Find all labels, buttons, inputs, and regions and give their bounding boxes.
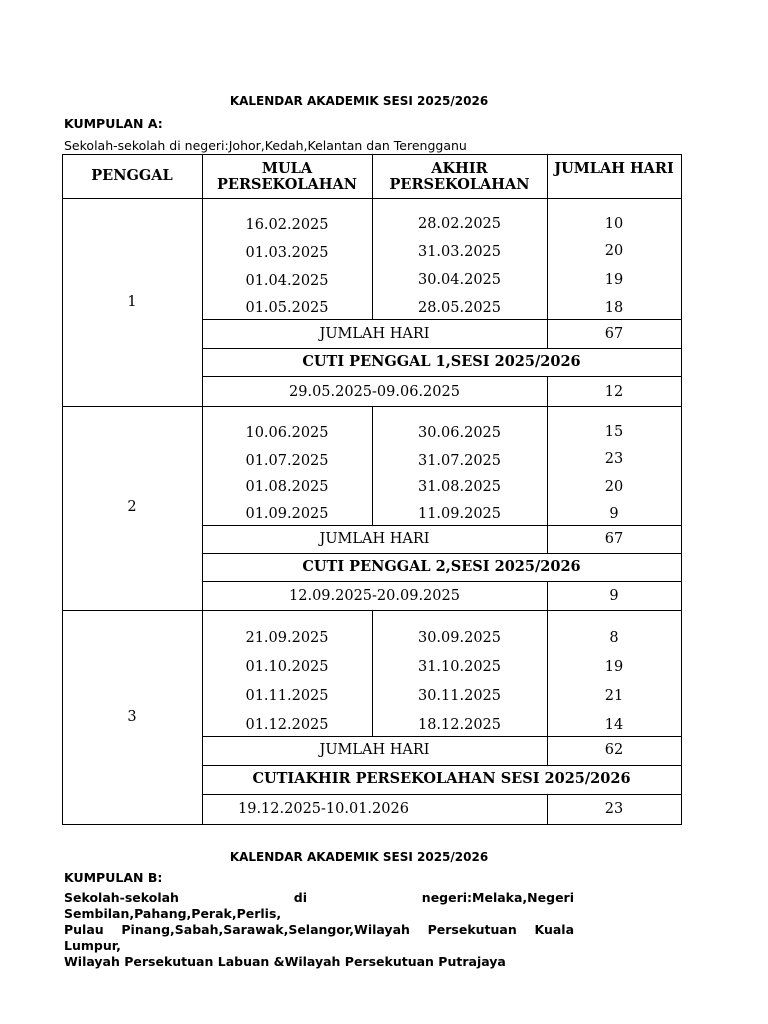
header-mula: MULA PERSEKOLAHAN [216,160,358,193]
start-date: 01.08.2025 [245,479,329,495]
day-count: 9 [609,506,619,522]
start-date: 01.04.2025 [245,273,329,289]
header-penggal: PENGGAL [91,167,173,184]
start-date: 01.03.2025 [245,245,329,261]
term-number: 3 [127,709,137,725]
break-range: 12.09.2025-20.09.2025 [289,588,460,604]
header-akhir: AKHIR PERSEKOLAHAN [389,160,530,193]
table-border-bottom [62,824,682,825]
group-label-a: KUMPULAN A: [64,116,163,131]
divider [202,736,682,737]
divider [202,553,682,554]
calendar-title-b: KALENDAR AKADEMIK SESI 2025/2026 [229,850,489,864]
divider [202,765,682,766]
end-date: 31.07.2025 [417,453,502,469]
start-date: 01.12.2025 [245,717,329,733]
day-count: 20 [604,479,624,495]
start-date: 01.09.2025 [245,506,329,522]
break-range: 29.05.2025-09.06.2025 [289,384,460,400]
end-date: 31.10.2025 [417,659,502,675]
states-line: Wilayah Persekutuan Labuan &Wilayah Persekutuan Putrajaya [64,954,506,969]
total-label: JUMLAH HARI [319,326,430,342]
states-text-a: Sekolah-sekolah di negeri:Johor,Kedah,Kelantan dan Terengganu [64,138,467,153]
divider [202,319,682,320]
total-label: JUMLAH HARI [319,531,430,547]
break-title: CUTIAKHIR PERSEKOLAHAN SESI 2025/2026 [252,770,631,787]
end-date: 30.11.2025 [417,688,502,704]
end-date: 30.04.2025 [417,272,502,288]
total-days: 67 [604,326,624,342]
header-jumlah: JUMLAH HARI [554,160,674,177]
divider [202,525,682,526]
divider [202,376,682,377]
end-date: 31.08.2025 [417,479,502,495]
states-line: Pulau Pinang,Sabah,Sarawak,Selangor,Wilayah Persekutuan Kuala Lumpur, [64,922,574,953]
end-date: 11.09.2025 [417,506,502,522]
day-count: 23 [604,451,624,467]
day-count: 8 [609,630,619,646]
start-date: 16.02.2025 [245,217,329,233]
break-days: 23 [604,801,624,817]
end-date: 31.03.2025 [417,244,502,260]
day-count: 20 [604,243,624,259]
start-date: 01.11.2025 [245,688,329,704]
start-date: 01.07.2025 [245,453,329,469]
divider [202,794,682,795]
start-date: 21.09.2025 [245,630,329,646]
day-count: 10 [604,216,624,232]
divider [202,348,682,349]
break-days: 9 [609,588,619,604]
total-label: JUMLAH HARI [319,742,430,758]
end-date: 28.02.2025 [417,216,502,232]
total-days: 62 [604,742,624,758]
break-title: CUTI PENGGAL 1,SESI 2025/2026 [302,353,581,370]
total-days: 67 [604,531,624,547]
end-date: 28.05.2025 [417,300,502,316]
start-date: 10.06.2025 [245,425,329,441]
day-count: 19 [604,272,624,288]
group-label-b: KUMPULAN B: [64,870,163,885]
divider [202,581,682,582]
start-date: 01.05.2025 [245,300,329,316]
break-days: 12 [604,384,624,400]
day-count: 19 [604,659,624,675]
term-number: 2 [127,499,137,515]
end-date: 30.09.2025 [417,630,502,646]
day-count: 15 [604,424,624,440]
day-count: 21 [604,688,624,704]
states-line: Sekolah-sekolah di negeri:Melaka,Negeri Sembilan,Pahang,Perak,Perlis, [64,890,574,921]
calendar-title-a: KALENDAR AKADEMIK SESI 2025/2026 [229,94,489,108]
states-text-b [64,890,574,970]
break-range: 19.12.2025-10.01.2026 [238,801,409,817]
term-number: 1 [127,294,137,310]
end-date: 18.12.2025 [417,717,502,733]
table-border-right [681,154,682,825]
start-date: 01.10.2025 [245,659,329,675]
break-title: CUTI PENGGAL 2,SESI 2025/2026 [302,558,581,575]
end-date: 30.06.2025 [417,425,502,441]
day-count: 14 [604,717,624,733]
day-count: 18 [604,300,624,316]
